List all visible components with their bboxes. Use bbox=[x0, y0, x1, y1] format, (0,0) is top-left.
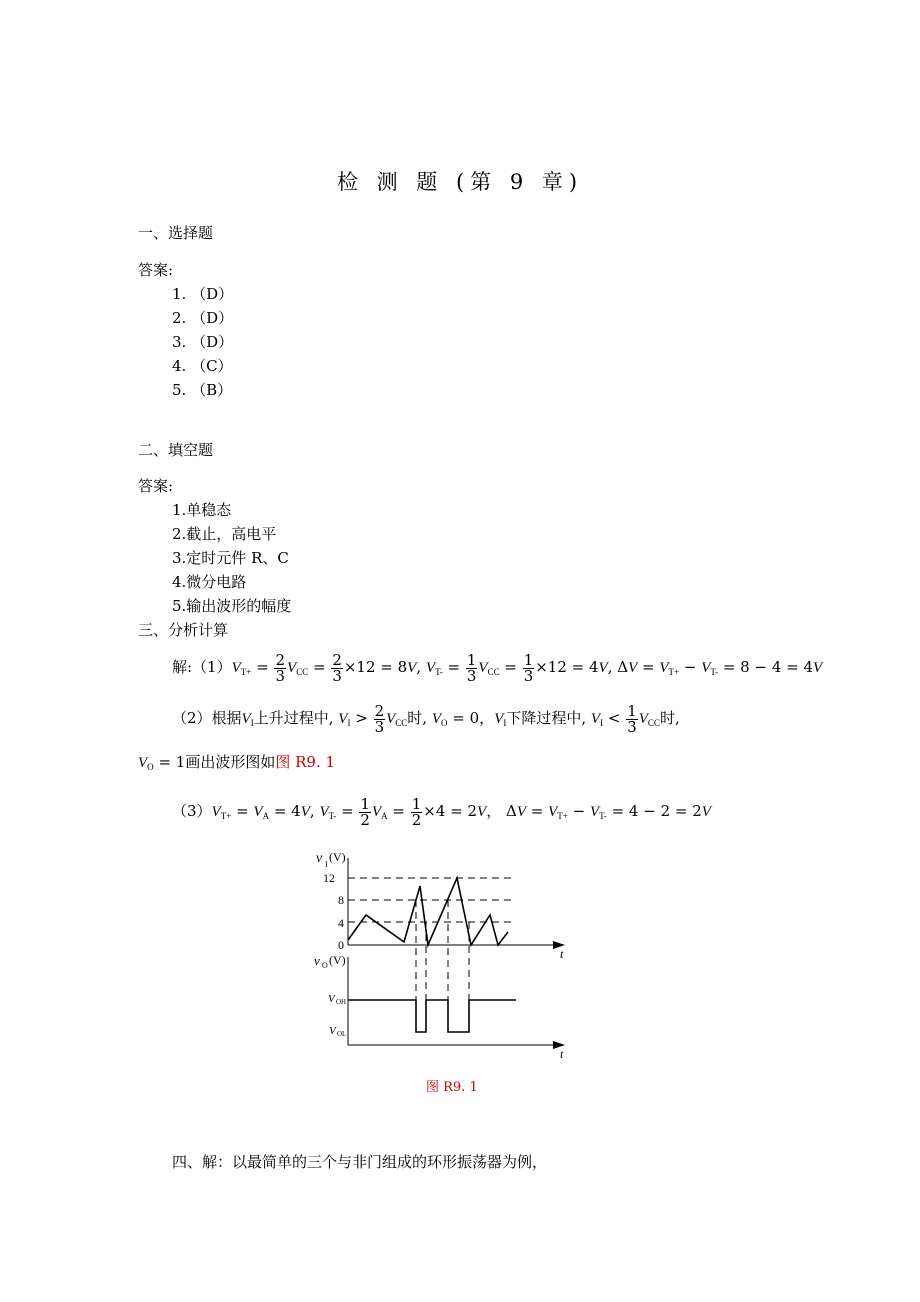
list-item: 3. （D） bbox=[172, 333, 234, 351]
formula-part2: （2）根据$V_I$上升过程中, $V_I$ > $\frac{2}{3}$ $V_{CC}$时, $V_O = 0$，$V_I$下降过程中, $V_I$ < $\frac{1}{3}$ $V_{CC}$时, bbox=[172, 701, 680, 736]
section-heading-choice: 一、选择题 bbox=[138, 224, 214, 242]
tick-label: 4 bbox=[338, 916, 344, 930]
voh-label-sub: OH bbox=[336, 998, 347, 1006]
answer-label: 答案: bbox=[138, 477, 174, 495]
top-y-unit: (V) bbox=[329, 850, 346, 864]
top-y-label-sub: I bbox=[325, 860, 328, 869]
tick-label: 12 bbox=[323, 871, 335, 885]
list-item: 4.微分电路 bbox=[172, 573, 247, 591]
formula-part2b: $V_O = 1$画出波形图如图 R9. 1 bbox=[138, 753, 336, 772]
list-item: 1.单稳态 bbox=[172, 501, 232, 519]
list-item: 4. （C） bbox=[172, 357, 233, 375]
section-heading-calc: 三、分析计算 bbox=[138, 621, 229, 639]
list-item: 5.输出波形的幅度 bbox=[172, 597, 292, 615]
list-item: 2. （D） bbox=[172, 309, 234, 327]
bottom-y-unit: (V) bbox=[329, 953, 346, 967]
figure-reference: 图 R9. 1 bbox=[275, 753, 336, 771]
vol-label: V bbox=[329, 1025, 336, 1037]
bottom-t-label: t bbox=[560, 1047, 564, 1061]
section4-text: 四、解：以最简单的三个与非门组成的环形振荡器为例， bbox=[172, 1153, 548, 1171]
input-waveform bbox=[348, 878, 508, 945]
bottom-y-label-sub: O bbox=[322, 961, 328, 970]
vol-label-sub: OL bbox=[337, 1030, 347, 1038]
answer-label: 答案: bbox=[138, 261, 174, 279]
tick-label: 8 bbox=[338, 893, 344, 907]
top-t-label: t bbox=[560, 947, 564, 961]
list-item: 1. （D） bbox=[172, 285, 234, 303]
page-title: 检 测 题 (第 9 章) bbox=[336, 170, 584, 194]
voh-label: V bbox=[328, 993, 335, 1005]
top-y-label: v bbox=[316, 851, 323, 866]
section-heading-fill: 二、填空题 bbox=[138, 441, 214, 459]
figure-caption: 图 R9. 1 bbox=[426, 1080, 478, 1095]
output-waveform bbox=[348, 1000, 516, 1032]
bottom-y-label: v bbox=[314, 953, 320, 968]
formula-part3: $(3)V_{T+} = V_A = 4V$, $V_{T-}$ = $\frac{1}{2}$ $V_A$ = $\frac{1}{2}$ ×4 = 2V， $\Delta V = V_{T+} - V_{T-} = 4 - 2 = 2V$ bbox=[172, 794, 711, 829]
tick-label: 0 bbox=[338, 938, 344, 952]
formula-part1: 解$:(1)V_{T+}$ = $\frac{2}{3}$ $V_{CC}$ = $\frac{2}{3}$ ×12 = 8V, $V_{T-}$ = $\frac{1}{3}$ $V_{CC}$ = $\frac{1}{3}$ ×12 = 4V, $\Delta V = V_{T+} - V_{T-} = 8 - 4 = 4V$ bbox=[172, 650, 823, 685]
list-item: 5. （B） bbox=[172, 381, 233, 399]
list-item: 3.定时元件 R、C bbox=[172, 549, 289, 567]
list-item: 2.截止，高电平 bbox=[172, 525, 277, 543]
